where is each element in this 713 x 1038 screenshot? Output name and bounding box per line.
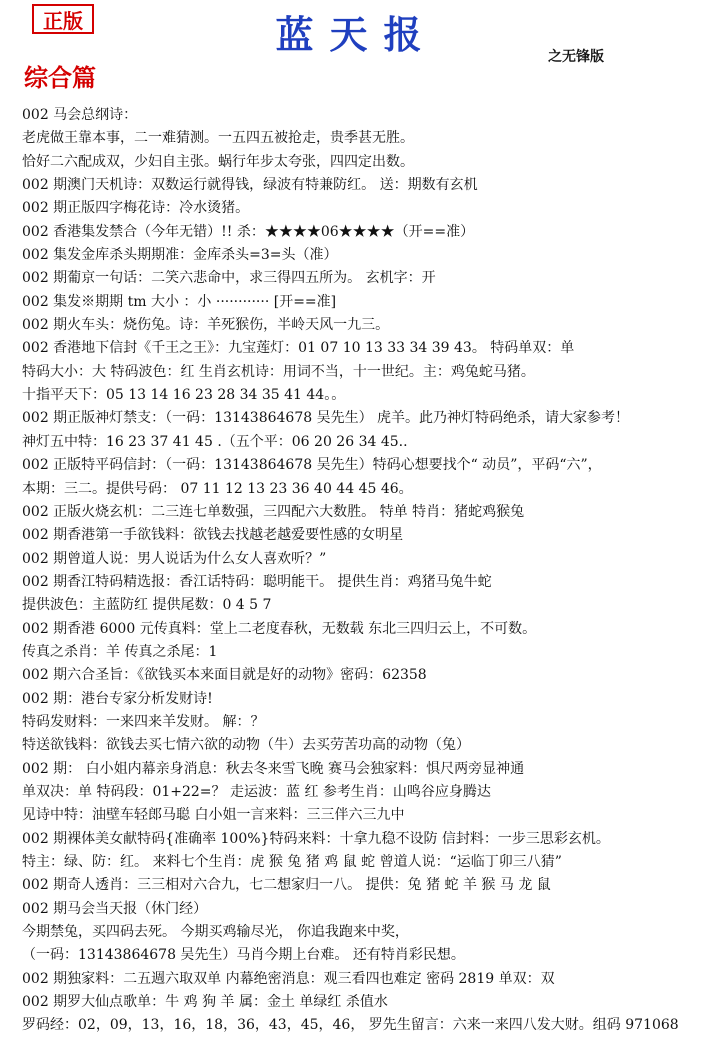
text-line: 002 期葡京一句话：二笑六悲命中，求三得四五所为。 玄机字：开: [22, 270, 436, 287]
text-line: 002 期马会当天报（休门经）: [22, 900, 208, 917]
text-line: 002 期六合圣旨：《欲钱买本来面目就是好的动物》密码：62358: [22, 667, 427, 684]
text-line: 罗码经：02，09，13，16，18，36，43，45，46， 罗先生留言：六来一来四八发大财。组码 971068: [22, 1017, 679, 1034]
text-line: 传真之杀肖：羊 传真之杀尾：1: [22, 643, 218, 660]
text-line: 神灯五中特：16 23 37 41 45 .（五个平：06 20 26 34 45..: [22, 433, 408, 450]
official-edition-badge: 正版: [32, 4, 94, 34]
text-line: 特主：绿、防：红。 来料七个生肖：虎 猴 兔 猪 鸡 鼠 蛇 曾道人说：“运临丁卯三八猜”: [22, 854, 562, 870]
section-heading: 综合篇: [24, 64, 96, 92]
text-line: 十指平天下：05 13 14 16 23 28 34 35 41 44。。: [22, 387, 346, 404]
text-line: 002 香港地下信封《千王之王》：九宝莲灯：01 07 10 13 33 34 39 43。 特码单双：单: [22, 340, 575, 357]
text-line: 002 香港集发禁合（今年无错）!! 杀：★★★★06★★★★（开==准）: [22, 223, 475, 240]
text-line: 002 期正版神灯禁支：（一码：13143864678 吴先生） 虎羊。此乃神灯特码绝杀，请大家参考！: [22, 410, 630, 427]
text-line: 002 集发金库杀头期期准：金库杀头=3=头（准）: [22, 247, 338, 264]
text-line: 特送欲钱料：欲钱去买七情六欲的动物（牛）去买劳苦功高的动物（兔）: [22, 737, 470, 754]
text-line: 特码发财料：一来四来羊发财。 解：？: [22, 713, 265, 730]
newspaper-title: 蓝天报: [275, 13, 438, 57]
text-line: 002 期香江特码精选报：香江话特码：聪明能干。 提供生肖：鸡猪马兔牛蛇: [22, 573, 492, 590]
text-line: 002 正版特平码信封：（一码：13143864678 吴先生）特码心想要找个“ 动员”，平码“六”，: [22, 457, 602, 474]
text-line: （一码：13143864678 吴先生）马肖今期上台难。 还有特肖彩民想。: [22, 947, 465, 964]
text-line: 特码大小：大 特码波色：红 生肖玄机诗：用词不当，十一世纪。主：鸡兔蛇马猪。: [22, 363, 535, 380]
text-line: 002 期正版四字梅花诗：冷水烫猪。: [22, 200, 250, 217]
text-line: 002 期罗大仙点歌单：牛 鸡 狗 羊 属：金土 单绿红 杀值水: [22, 994, 388, 1011]
text-line: 恰好二六配成双，少妇自主张。蜗行年步太夸张，四四定出数。: [22, 153, 414, 170]
text-line: 002 期香港 6000 元传真料：堂上二老度春秋，无数载 东北三四归云上，不可数。: [22, 620, 537, 637]
text-line: 老虎做王靠本事，二一难猜测。一五四五被抢走，贵季甚无胜。: [22, 130, 414, 147]
text-line: 002 期曾道人说：男人说话为什么女人喜欢听？”: [22, 550, 327, 567]
text-line: 002 期独家料：二五週六取双单 内幕绝密消息：观三看四也难定 密码 2819 单双：双: [22, 970, 555, 987]
text-line: 002 期奇人透肖：三三相对六合九，七二想家归一八。 提供：兔 猪 蛇 羊 猴 马 龙 鼠: [22, 877, 551, 894]
text-line: 见诗中特：油壁车轻郎马聪 白小姐一言来料：三三伴六三九中: [22, 807, 405, 824]
text-line: 今期禁兔，买四码去死。 今期买鸡输尽光， 你追我跑来中奖，: [22, 924, 409, 941]
text-line: 002 期香港第一手欲钱料：欲钱去找越老越爱要性感的女明星: [22, 527, 404, 544]
edition-subtitle: 之无锋版: [548, 49, 604, 65]
text-line: 002 期：港台专家分析发财诗!: [22, 690, 213, 707]
text-line: 002 期澳门天机诗：双数运行就得钱，绿波有特兼防红。 送：期数有玄机: [22, 177, 478, 194]
text-line: 单双决：单 特码段：01+22=？ 走运波：蓝 红 参考生肖：山鸣谷应身腾达: [22, 783, 491, 800]
text-line: 002 期裸体美女献特码{准确率 100%}特码来料：十拿九稳不设防 信封料：一步三思彩玄机。: [22, 830, 610, 847]
text-line: 提供波色：主蓝防红 提供尾数：0 4 5 7: [22, 597, 272, 614]
text-line: 002 期火车头：烧伤兔。诗：羊死猴伤，半岭天风一九三。: [22, 317, 390, 334]
text-line: 002 正版火烧玄机：二三连七单数强，三四配六大数胜。 特单 特肖：猪蛇鸡猴兔: [22, 503, 525, 520]
text-line: 002 集发※期期 tm 大小 ：小 ············ [开==准]: [22, 293, 337, 310]
text-line: 本期：三二。提供号码： 07 11 12 13 23 36 40 44 45 46。: [22, 480, 413, 497]
article-body: [22, 104, 702, 1038]
text-line: 002 期： 白小姐内幕亲身消息：秋去冬来雪飞晚 赛马会独家料：惧尺两旁显神通: [22, 760, 525, 777]
text-line: 002 马会总纲诗：: [22, 107, 138, 123]
